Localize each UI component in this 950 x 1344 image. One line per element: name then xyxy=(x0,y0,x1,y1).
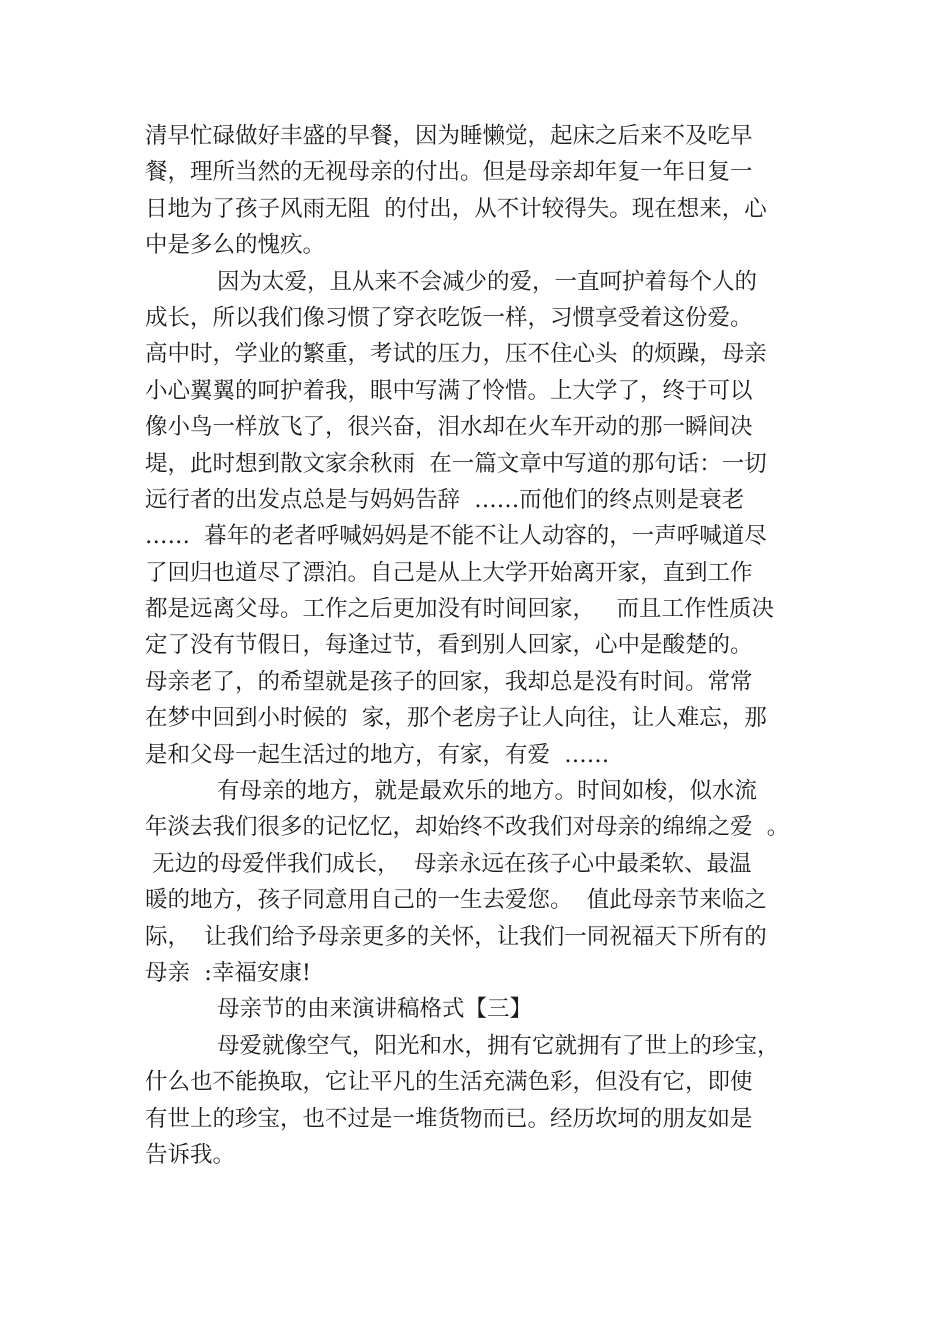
text-line: 什么也不能换取，它让平凡的生活充满色彩，但没有它，即使 xyxy=(145,1069,753,1096)
text-line: 高中时，学业的繁重，考试的压力，压不住心头 的烦躁，母亲 xyxy=(145,341,767,368)
text-line: 都是远离父母。工作之后更加没有时间回家， 而且工作性质决 xyxy=(145,596,774,623)
text-line: 母爱就像空气，阳光和水，拥有它就拥有了世上的珍宝， xyxy=(217,1032,780,1059)
text-line: 年淡去我们很多的记忆忆，却始终不改我们对母亲的绵绵之爱 。 xyxy=(145,814,790,841)
text-line: …… 暮年的老者呼喊妈妈是不能不让人动容的，一声呼喊道尽 xyxy=(145,523,767,550)
text-line: 母亲节的由来演讲稿格式【三】 xyxy=(217,996,533,1023)
text-line: 是和父母一起生活过的地方，有家，有爱 …… xyxy=(145,741,610,768)
text-line: 清早忙碌做好丰盛的早餐，因为睡懒觉，起床之后来不及吃早 xyxy=(145,123,753,149)
text-line: 堤，此时想到散文家余秋雨 在一篇文章中写道的那句话：一切 xyxy=(145,450,767,477)
text-line: 有母亲的地方，就是最欢乐的地方。时间如梭，似水流 xyxy=(217,778,758,805)
text-line: 了回归也道尽了漂泊。自己是从上大学开始离开家，直到工作 xyxy=(145,559,753,586)
text-line: 有世上的珍宝，也不过是一堆货物而已。经历坎坷的朋友如是 xyxy=(145,1105,753,1132)
text-line: 无边的母爱伴我们成长， 母亲永远在孩子心中最柔软、最温 xyxy=(145,850,752,877)
text-line: 母亲老了，的希望就是孩子的回家，我却总是没有时间。常常 xyxy=(145,668,753,695)
text-line: 告诉我。 xyxy=(145,1141,236,1168)
body-text xyxy=(145,118,825,1173)
text-line: 远行者的出发点总是与妈妈告辞 ……而他们的终点则是衰老 xyxy=(145,486,745,513)
text-line: 际， 让我们给予母亲更多的关怀，让我们一同祝福天下所有的 xyxy=(145,923,767,950)
text-line: 母亲 :幸福安康! xyxy=(145,959,311,986)
text-line: 定了没有节假日，每逢过节，看到别人回家，心中是酸楚的。 xyxy=(145,632,753,659)
text-line: 日地为了孩子风雨无阻 的付出，从不计较得失。现在想来，心 xyxy=(145,195,767,222)
text-line: 中是多么的愧疚。 xyxy=(145,232,326,259)
text-line: 因为太爱，且从来不会减少的爱，一直呵护着每个人的 xyxy=(217,268,758,295)
text-line: 暖的地方，孩子同意用自己的一生去爱您。 值此母亲节来临之 xyxy=(145,887,767,914)
text-line: 成长，所以我们像习惯了穿衣吃饭一样，习惯享受着这份爱。 xyxy=(145,304,753,331)
text-line: 小心翼翼的呵护着我，眼中写满了怜惜。上大学了，终于可以 xyxy=(145,377,753,404)
text-line: 在梦中回到小时候的 家，那个老房子让人向往，让人难忘，那 xyxy=(145,705,767,732)
text-line: 餐，理所当然的无视母亲的付出。但是母亲却年复一年日复一 xyxy=(145,159,753,186)
text-line: 像小鸟一样放飞了，很兴奋，泪水却在火车开动的那一瞬间决 xyxy=(145,414,753,441)
